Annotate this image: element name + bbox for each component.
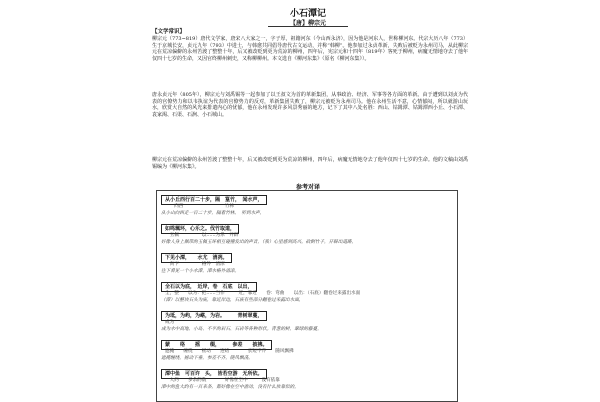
word-gloss: 遮掩 缠绕 摇动 连结 长短不齐 随风飘拂 [165,349,294,354]
translation-text: 好像人身上佩带的玉佩玉环相互碰撞发出的声音，（我）心里感到高兴。砍倒竹子，开辟出道路， [161,240,357,245]
reference-block [161,369,451,393]
original-text: 潭中鱼 可百许 头， 皆若空游 无所依。 [161,369,267,379]
document-title: 小石潭记 [289,9,326,19]
word-gloss: 成为 [165,320,175,325]
original-text: 全石以为底， 近岸，卷 石底 以出， [161,282,257,292]
reference-block [161,253,451,277]
reference-block [161,282,451,306]
reference-block [161,224,451,248]
original-text: 下见小潭， 水尤 清冽。 [161,253,232,263]
author-line: 【唐】柳宗元 [289,20,326,27]
original-text: 为坻，为屿，为嵁，为岩。 青树翠蔓， [161,311,267,321]
word-gloss: 全，整 以为：把……当作 近，靠近 卷：弯曲 以出：（石底）翻卷过来露出水面 [165,291,361,296]
translation-text: 遮掩缠绕，摇动下垂，参差不齐，随风飘荡。 [161,356,253,361]
reference-block [161,340,451,364]
word-gloss: 向下 格外 清凉 [165,262,225,267]
reference-box [156,190,458,402]
reference-title: 参考对译 [295,184,320,191]
original-text: 蒙 络 摇 缀， 参差 披拂。 [161,340,272,350]
word-gloss: 大约 多余的数 好像在空中 没有依靠 [165,378,280,383]
original-text: 从小丘西行百二十步，隔 篁竹， 闻水声， [161,195,267,205]
translation-text: 从小山向西走一百二十步，隔着竹林， 听到水声， [161,211,265,216]
translation-text: 潭中的鱼大约有一百来条，都好像在空中游动，没有什么依靠似的。 [161,385,299,390]
translation-text: 成为水中高地、小岛、不平的岩石、石岩等各种形状。青葱的树，翠绿的藤蔓， [161,327,322,332]
word-gloss: 向西 竹林 [165,204,234,209]
reference-block [161,311,451,335]
reference-block [161,195,451,219]
translation-text: （潭）以整块石头为底，靠近岸边，石底有些部分翻卷过来露出水面， [161,298,304,303]
author-underline [268,26,348,27]
word-gloss: 玉佩 以……为乐 开辟 [165,233,239,238]
paragraph-background: 唐永贞元年（805年），柳宗元与刘禹锡等一起参加了以王叔文为首的革新集团，从事政治、经济、军事等各方面的革新。由于遭到以刘贞为代表的官僚势力和以韦执谊为代表的官僚势力的反对，革新集团失败了，柳宗元被贬为永州司马。他在永州生活不意，心情郁闷，所以就游山玩水，欣赏大自然的风光来排遣内心的忧郁，他在永州发现许多风景秀丽的地方，记下了其中八处名胜：西山、钴鉧潭、钴鉧潭西小丘、小石潭、袁家渴、石渠、石涧、小石城山。 [152,92,468,118]
translation-text: 往下看见一个小水潭，潭水格外清凉。 [161,269,240,274]
paragraph-summary: 柳宗元在荒凉偏僻的永州苦渡了整整十年，后又被改贬到更为荒凉的柳州，四年后，病魔无情地夺去了他年仅四十七岁的生命。他的文稿由刘禹锡编为《柳河东集》。 [152,157,468,170]
section-label: 【文学常识】 [152,29,186,35]
paragraph-intro: 柳宗元（773~819）唐代文学家，唐宋八大家之一，字子厚，祖籍河东（今山西永济），因为他是河东人，世称柳河东。代宗大历八年（773）生于京城长安，贞元九年（793）中进士，与韩愈共同倡导唐代古文运动，并称“韩柳”。他参加过永贞革新，失败后被贬为永州司马，从此柳宗元在荒凉偏僻的永州苦渡了整整十年，后又被改贬到更为荒凉的柳州，四年后，宪宗元和十四年（819年）客死于柳州，病魔无情地夺去了他年仅四十七岁的生命，又因官终柳州刺史，又称柳柳州。本文选自《柳河东集》（原名《柳河东集》）。 [152,36,468,62]
original-text: 如鸣珮环，心乐之。伐竹取道， [161,224,239,234]
document-page [148,6,468,394]
